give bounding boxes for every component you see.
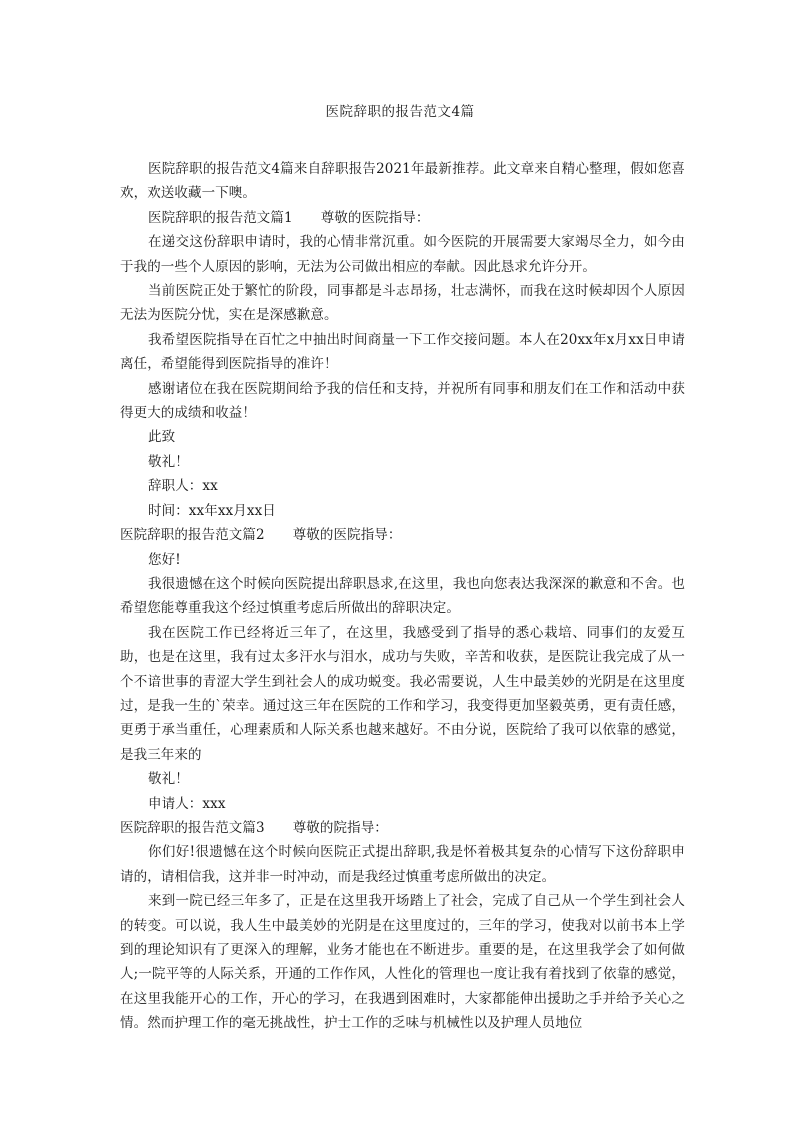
document-title: 医院辞职的报告范文4篇 xyxy=(325,104,475,120)
section-heading: 医院辞职的报告范文篇1 xyxy=(148,209,293,226)
salutation: 尊敬的院指导： xyxy=(292,819,388,836)
paragraph: 敬礼！ xyxy=(148,771,189,788)
paragraph: 医院辞职的报告范文4篇来自辞职报告2021年最新推荐。此文章来自精心整理，假如您喜欢，欢送收藏一下噢。 xyxy=(120,161,685,202)
paragraph: 时间：xx年xx月xx日 xyxy=(148,502,276,519)
paragraph: 敬礼！ xyxy=(148,453,189,470)
salutation: 尊敬的医院指导： xyxy=(292,527,402,544)
paragraph: 申请人：xxx xyxy=(148,795,226,812)
section-heading-line xyxy=(120,816,685,840)
section-heading-line xyxy=(120,206,685,230)
paragraph: 我希望医院指导在百忙之中抽出时间商量一下工作交接问题。本人在20xx年x月xx日申请离任，希望能得到医院指导的准许！ xyxy=(120,331,685,373)
paragraph: 在递交这份辞职申请时，我的心情非常沉重。如今医院的开展需要大家竭尽全力，如今由于我的一些个人原因的影响，无法为公司做出相应的奉献。因此恳求允许分开。 xyxy=(120,234,685,275)
paragraph: 感谢诸位在我在医院期间给予我的信任和支持，并祝所有同事和朋友们在工作和活动中获得更大的成绩和收益！ xyxy=(120,380,685,422)
paragraph: 辞职人：xx xyxy=(148,478,218,495)
paragraph: 来到一院已经三年多了，正是在这里我开场踏上了社会，完成了自己从一个学生到社会人的转变。可以说，我人生中最美妙的光阴是在这里度过的，三年的学习，使我对以前书本上学到的理论知识有了更深入的理解，业务才能也在不断进步。重要的是，在这里我学会了如何做人;一院平等的人际关系，开通的工作作风，人性化的管理也一度让我有着找到了依靠的感觉，在这里我能开心的工作，开心的学习，在我遇到困难时，大家都能伸出援助之手并给予关心之情。然而护理工作的毫无挑战性，护士工作的乏味与机械性以及护理人员地位 xyxy=(120,893,685,1032)
paragraph: 你们好!很遗憾在这个时候向医院正式提出辞职,我是怀着极其复杂的心情写下这份辞职申请的，请相信我，这并非一时冲动，而是我经过慎重考虑所做出的决定。 xyxy=(120,844,685,885)
paragraph: 当前医院正处于繁忙的阶段，同事都是斗志昂扬，壮志满怀，而我在这时候却因个人原因无法为医院分忧，实在是深感歉意。 xyxy=(120,283,685,324)
section-heading: 医院辞职的报告范文篇2 xyxy=(120,527,265,544)
paragraph: 此致 xyxy=(148,429,176,446)
salutation: 尊敬的医院指导： xyxy=(320,209,430,226)
paragraph: 我很遗憾在这个时候向医院提出辞职恳求,在这里，我也向您表达我深深的歉意和不舍。也希望您能尊重我这个经过慎重考虑后所做出的辞职决定。 xyxy=(120,575,685,617)
section-heading: 医院辞职的报告范文篇3 xyxy=(120,819,265,836)
paragraph: 我在医院工作已经将近三年了，在这里，我感受到了指导的悉心栽培、同事们的友爱互助，也是在这里，我有过太多汗水与泪水，成功与失败，辛苦和收获，是医院让我完成了从一个不谙世事的青涩大学生到社会人的成功蜕变。我必需要说，人生中最美妙的光阴是在这里度过，是我一生的`荣幸。通过这三年在医院的工作和学习，我变得更加坚毅英勇，更有责任感，更勇于承当重任，心理素质和人际关系也越来越好。不由分说，医院给了我可以依靠的感觉，是我三年来的 xyxy=(120,624,685,763)
document-body xyxy=(120,157,685,1036)
paragraph: 您好! xyxy=(148,551,181,568)
section-heading-line xyxy=(120,523,685,547)
